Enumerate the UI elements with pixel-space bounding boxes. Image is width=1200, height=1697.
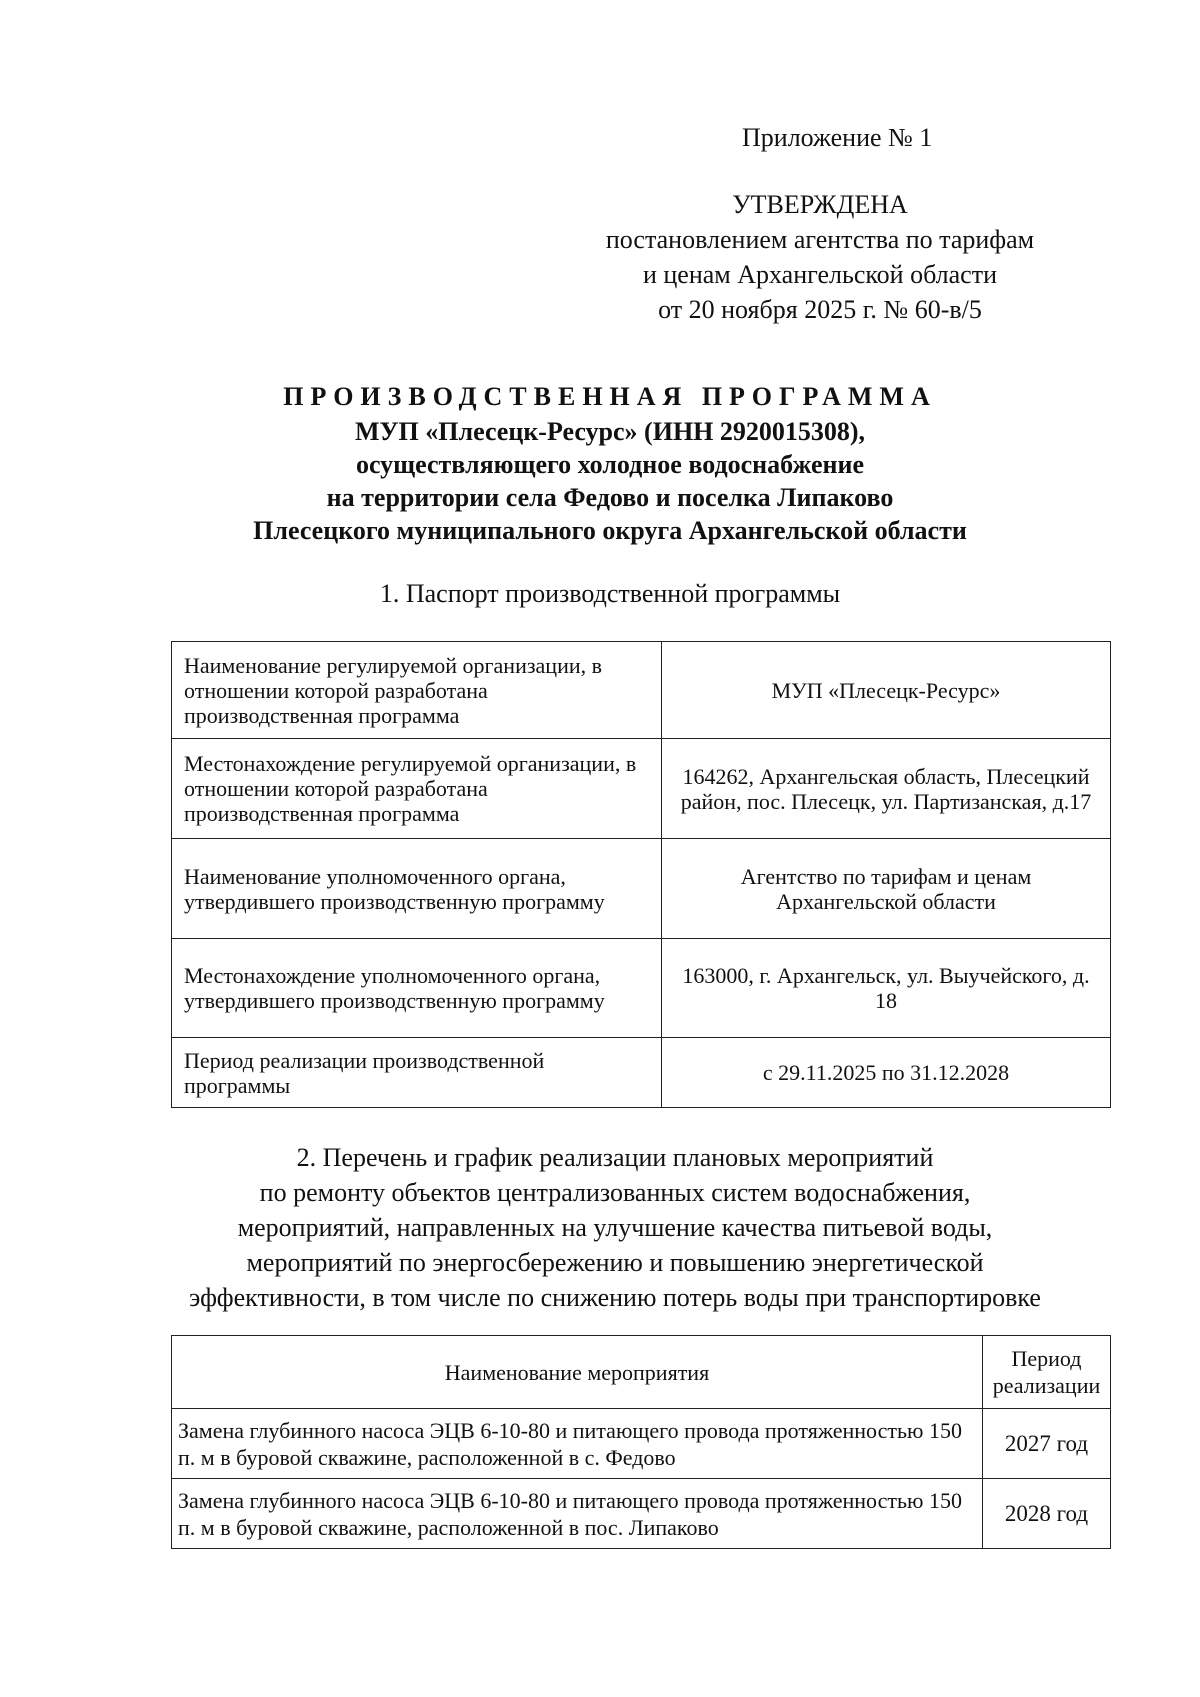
event-period: 2027 год xyxy=(983,1409,1111,1479)
passport-table xyxy=(171,641,1111,1108)
passport-label: Период реализации производственной программы xyxy=(172,1038,662,1108)
table-row xyxy=(172,1479,1111,1549)
section-1-heading: 1. Паспорт производственной программы xyxy=(379,579,841,608)
heading-line: эффективности, в том числе по снижению потерь воды при транспортировке xyxy=(189,1283,1041,1312)
approval-line: постановлением агентства по тарифам xyxy=(605,225,1035,254)
heading-line: мероприятий, направленных на улучшение качества питьевой воды, xyxy=(237,1213,993,1242)
document-title xyxy=(140,380,1080,547)
title-line: на территории села Федово и поселка Липаково xyxy=(326,483,894,512)
events-table xyxy=(171,1335,1111,1549)
title-line: МУП «Плесецк-Ресурс» (ИНН 2920015308), xyxy=(354,417,866,446)
event-name: Замена глубинного насоса ЭЦВ 6-10-80 и питающего провода протяженностью 150 п. м в буровой скважине, расположенной в пос. Липаково xyxy=(172,1479,983,1549)
passport-value: Агентство по тарифам и ценам Архангельской области xyxy=(662,839,1111,939)
table-row xyxy=(172,1038,1111,1108)
passport-value: МУП «Плесецк-Ресурс» xyxy=(662,642,1111,739)
passport-value: 164262, Архангельская область, Плесецкий район, пос. Плесецк, ул. Партизанская, д.17 xyxy=(662,739,1111,839)
table-row xyxy=(172,839,1111,939)
column-header-period: Период реализации xyxy=(983,1336,1111,1409)
table-row xyxy=(172,1409,1111,1479)
approval-line: от 20 ноября 2025 г. № 60-в/5 xyxy=(658,295,982,324)
approval-stamp xyxy=(560,187,1080,327)
table-row xyxy=(172,642,1111,739)
event-period: 2028 год xyxy=(983,1479,1111,1549)
appendix-number: Приложение № 1 xyxy=(742,123,933,152)
passport-label: Местонахождение регулируемой организации, в отношении которой разработана производственная программа xyxy=(172,739,662,839)
table-row xyxy=(172,739,1111,839)
column-header-name: Наименование мероприятия xyxy=(172,1336,983,1409)
section-2-heading xyxy=(140,1140,1090,1315)
passport-value: с 29.11.2025 по 31.12.2028 xyxy=(662,1038,1111,1108)
approval-title: УТВЕРЖДЕНА xyxy=(732,190,908,219)
passport-label: Наименование уполномоченного органа, утвердившего производственную программу xyxy=(172,839,662,939)
title-heading: ПРОИЗВОДСТВЕННАЯ ПРОГРАММА xyxy=(283,382,937,411)
title-line: Плесецкого муниципального округа Архангельской области xyxy=(253,516,967,545)
title-line: осуществляющего холодное водоснабжение xyxy=(355,450,865,479)
table-row xyxy=(172,939,1111,1038)
event-name: Замена глубинного насоса ЭЦВ 6-10-80 и питающего провода протяженностью 150 п. м в буровой скважине, расположенной в с. Федово xyxy=(172,1409,983,1479)
passport-value: 163000, г. Архангельск, ул. Выучейского, д. 18 xyxy=(662,939,1111,1038)
heading-line: 2. Перечень и график реализации плановых мероприятий xyxy=(296,1143,934,1172)
passport-label: Наименование регулируемой организации, в отношении которой разработана производственная программа xyxy=(172,642,662,739)
table-header-row xyxy=(172,1336,1111,1409)
passport-label: Местонахождение уполномоченного органа, утвердившего производственную программу xyxy=(172,939,662,1038)
approval-line: и ценам Архангельской области xyxy=(642,260,998,289)
heading-line: мероприятий по энергосбережению и повышению энергетической xyxy=(246,1248,984,1277)
heading-line: по ремонту объектов централизованных систем водоснабжения, xyxy=(259,1178,971,1207)
